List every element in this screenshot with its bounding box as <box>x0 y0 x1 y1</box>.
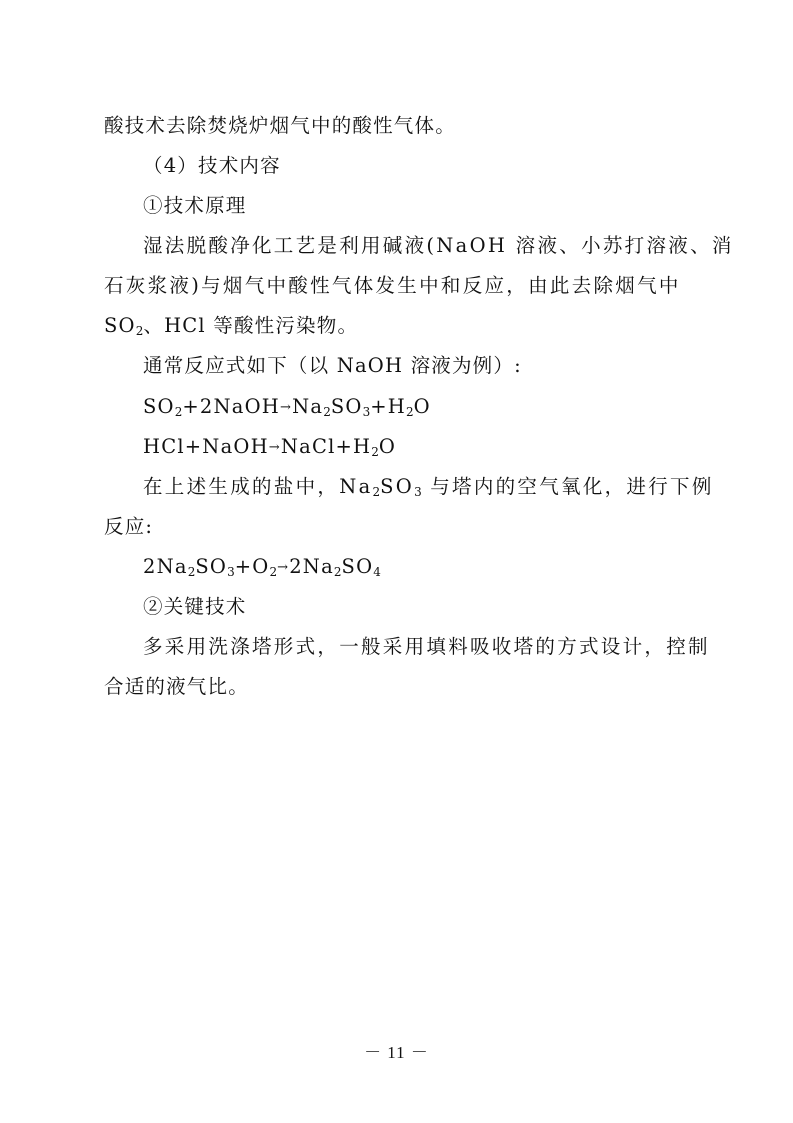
subscript: 2 <box>372 485 381 499</box>
formula-text: 、HCl 等酸性污染物。 <box>143 314 359 337</box>
formula-text: NaCl+H <box>280 435 372 458</box>
text-line: 酸技术去除焚烧炉烟气中的酸性气体。 <box>104 114 456 137</box>
subscript: 2 <box>333 565 342 579</box>
subscript: 3 <box>362 405 371 419</box>
subsection-heading: ②关键技术 <box>143 595 247 618</box>
formula-text: HCl+NaOH <box>143 435 269 458</box>
formula-text: 在上述生成的盐中，Na <box>143 475 373 498</box>
text-line: 湿法脱酸净化工艺是利用碱液(NaOH 溶液、小苏打溶液、消 <box>143 234 734 257</box>
section-heading: （4）技术内容 <box>143 154 281 177</box>
reaction-arrow: → <box>268 440 281 455</box>
formula-text: SO <box>330 395 363 418</box>
formula-text: SO <box>380 475 415 498</box>
subscript: 2 <box>323 405 331 419</box>
subsection-heading: ①技术原理 <box>143 194 247 217</box>
formula-text: SO <box>104 314 136 337</box>
text-line <box>143 473 714 501</box>
formula-text: 2Na <box>289 555 334 578</box>
subscript: 2 <box>135 324 144 338</box>
formula-text: O <box>378 435 397 458</box>
equation <box>143 433 396 464</box>
text-line: 通常反应式如下（以 NaOH 溶液为例）: <box>143 354 522 377</box>
subscript: 2 <box>187 565 196 579</box>
formula-text: +O <box>234 555 270 578</box>
subscript: 2 <box>174 405 183 419</box>
text-line: 石灰浆液)与烟气中酸性气体发生中和反应，由此去除烟气中 <box>104 274 681 297</box>
formula-text: SO <box>341 555 374 578</box>
text-line: 合适的液气比。 <box>104 675 249 698</box>
formula-text: +H <box>370 395 406 418</box>
formula-text: +2NaOH <box>182 395 281 418</box>
equation <box>143 553 381 584</box>
text-line <box>104 312 358 340</box>
subscript: 2 <box>371 445 379 459</box>
subscript: 2 <box>406 405 414 419</box>
formula-text: Na <box>292 395 324 418</box>
subscript: 3 <box>414 485 422 499</box>
text-line: 多采用洗涤塔形式，一般采用填料吸收塔的方式设计，控制 <box>143 635 710 658</box>
formula-text: SO <box>143 395 175 418</box>
formula-text: O <box>413 395 431 418</box>
reaction-arrow: → <box>277 560 290 575</box>
formula-text: 2Na <box>143 555 188 578</box>
subscript: 4 <box>373 565 381 579</box>
reaction-arrow: → <box>280 400 293 415</box>
subscript: 2 <box>269 565 278 579</box>
equation <box>143 393 431 424</box>
formula-text: 与塔内的空气氧化，进行下例 <box>421 475 714 498</box>
page-number: － 11 － <box>364 1043 429 1062</box>
formula-text: SO <box>195 555 228 578</box>
text-line: 反应: <box>104 515 154 538</box>
subscript: 3 <box>227 565 235 579</box>
